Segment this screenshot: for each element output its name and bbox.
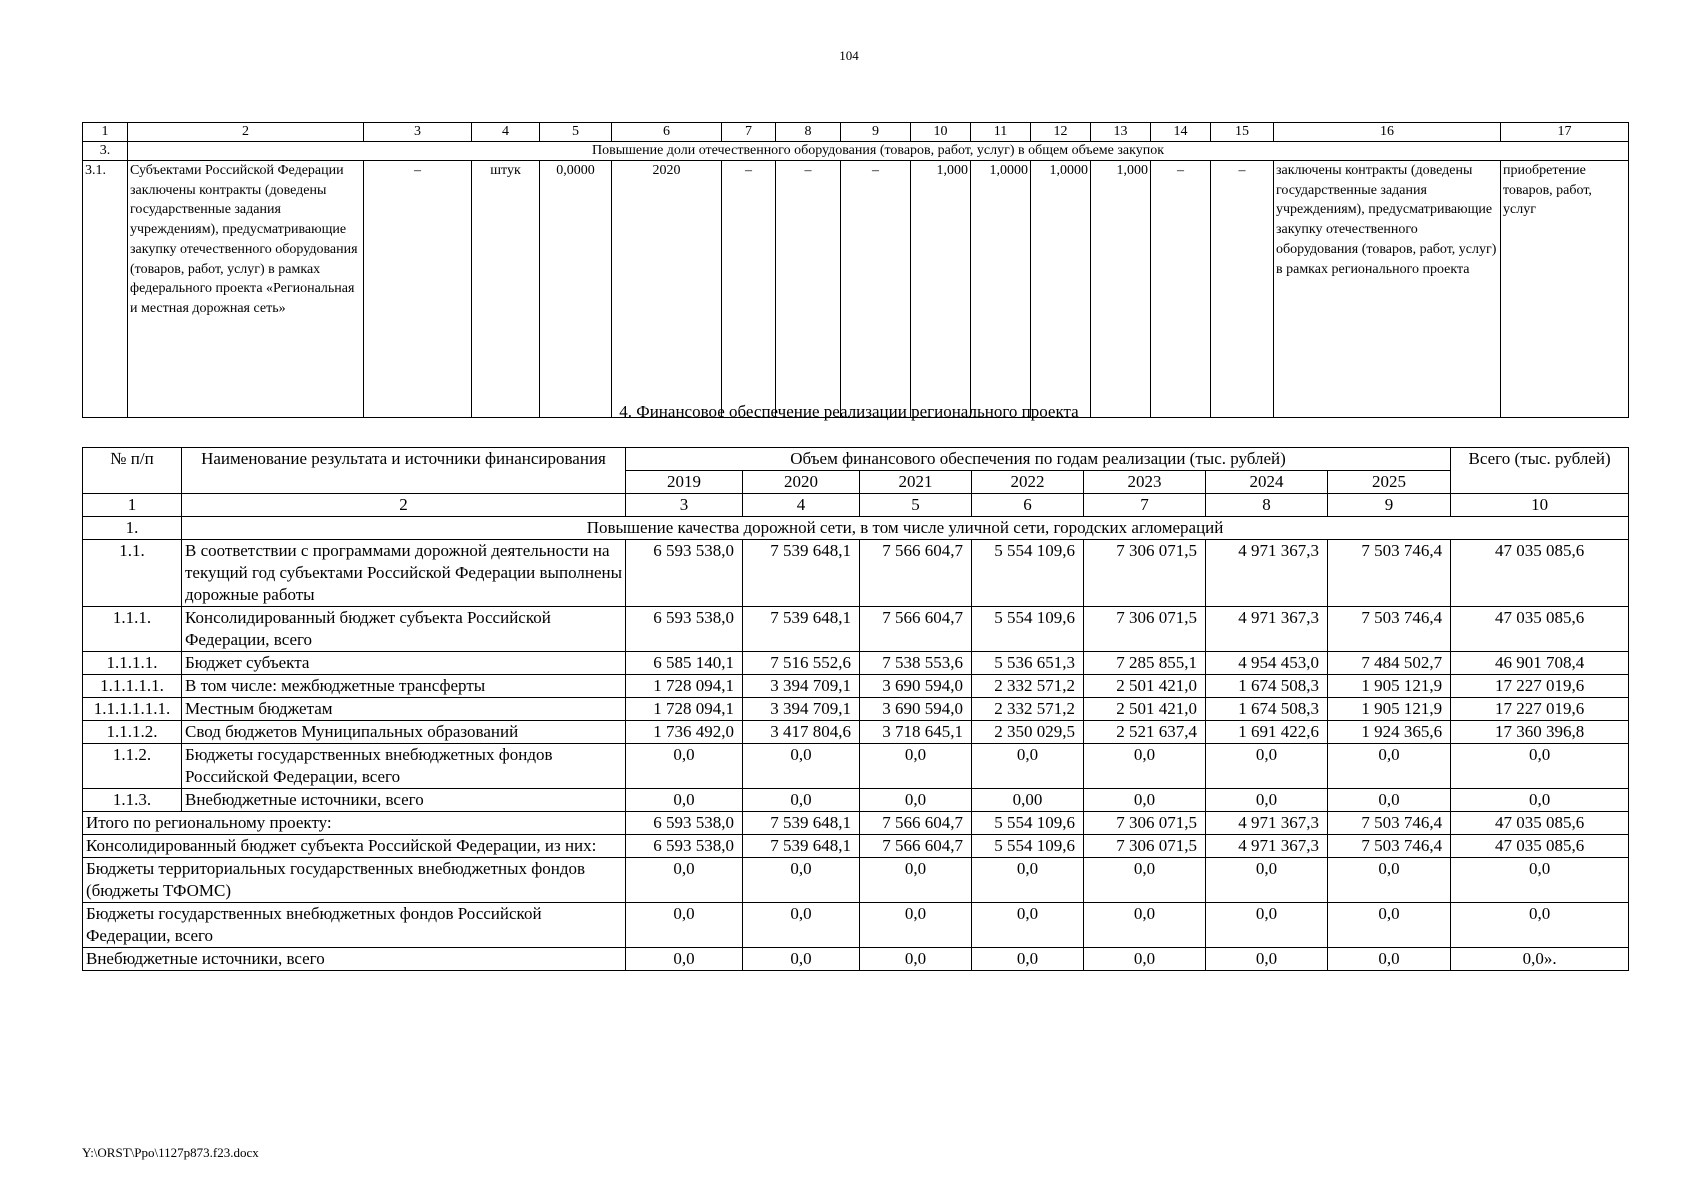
value-cell: 2 501 421,0 bbox=[1084, 675, 1206, 698]
column-number: 1 bbox=[83, 494, 182, 517]
value-cell: 6 593 538,0 bbox=[626, 835, 743, 858]
row-name: Внебюджетные источники, всего bbox=[182, 789, 626, 812]
column-header: 9 bbox=[841, 123, 911, 142]
value-cell: 3 718 645,1 bbox=[860, 721, 972, 744]
total-row-name: Итого по региональному проекту: bbox=[83, 812, 626, 835]
value-cell: 0,0 bbox=[626, 858, 743, 903]
cell: – bbox=[722, 161, 776, 418]
total-row bbox=[83, 812, 1629, 835]
value-cell: 0,0 bbox=[972, 903, 1084, 948]
column-header: 7 bbox=[722, 123, 776, 142]
value-cell: 5 536 651,3 bbox=[972, 652, 1084, 675]
column-header: 15 bbox=[1211, 123, 1274, 142]
total-header: Всего (тыс. рублей) bbox=[1451, 448, 1629, 494]
value-cell: 3 690 594,0 bbox=[860, 698, 972, 721]
table-row bbox=[83, 744, 1629, 789]
year-header: 2025 bbox=[1328, 471, 1451, 494]
total-cell: 47 035 085,6 bbox=[1451, 607, 1629, 652]
value-cell: 1 674 508,3 bbox=[1206, 675, 1328, 698]
value-cell: 1 728 094,1 bbox=[626, 675, 743, 698]
value-cell: 0,0 bbox=[743, 744, 860, 789]
year-header: 2022 bbox=[972, 471, 1084, 494]
base-year-cell: 2020 bbox=[612, 161, 722, 418]
base-value-cell: 0,0000 bbox=[540, 161, 612, 418]
value-cell: 4 971 367,3 bbox=[1206, 540, 1328, 607]
table-row bbox=[83, 698, 1629, 721]
value-cell: 0,0 bbox=[1206, 789, 1328, 812]
characteristic-cell: заключены контракты (доведены государственные задания учреждениям), предусматривающие закупку отечественного оборудования (товаров, работ, услуг) в рамках регионального проекта bbox=[1274, 161, 1501, 418]
row-number: 1.1.1.1. bbox=[83, 652, 182, 675]
column-header: 10 bbox=[911, 123, 971, 142]
total-cell: 17 227 019,6 bbox=[1451, 698, 1629, 721]
indicators-table bbox=[82, 122, 1629, 418]
row-number: 1.1.3. bbox=[83, 789, 182, 812]
value-cell: 7 539 648,1 bbox=[743, 607, 860, 652]
value-cell: 6 593 538,0 bbox=[626, 607, 743, 652]
total-cell: 47 035 085,6 bbox=[1451, 835, 1629, 858]
total-cell: 0,0 bbox=[1451, 789, 1629, 812]
value-cell: 6 593 538,0 bbox=[626, 812, 743, 835]
column-header: 11 bbox=[971, 123, 1031, 142]
row-number: 3.1. bbox=[83, 161, 128, 418]
year-header: 2021 bbox=[860, 471, 972, 494]
value-cell: 0,0 bbox=[626, 744, 743, 789]
value-cell: 0,0 bbox=[972, 744, 1084, 789]
value-cell: 7 306 071,5 bbox=[1084, 835, 1206, 858]
value-cell: 6 593 538,0 bbox=[626, 540, 743, 607]
column-header: 1 bbox=[83, 123, 128, 142]
value-cell: 7 539 648,1 bbox=[743, 835, 860, 858]
column-header: 13 bbox=[1091, 123, 1151, 142]
column-number: 3 bbox=[626, 494, 743, 517]
value-cell: 0,0 bbox=[626, 789, 743, 812]
column-header: 5 bbox=[540, 123, 612, 142]
table-row bbox=[83, 675, 1629, 698]
cell: – bbox=[841, 161, 911, 418]
total-row bbox=[83, 948, 1629, 971]
total-row-name: Бюджеты территориальных государственных внебюджетных фондов (бюджеты ТФОМС) bbox=[83, 858, 626, 903]
value-cell: 1 905 121,9 bbox=[1328, 675, 1451, 698]
total-row-name: Внебюджетные источники, всего bbox=[83, 948, 626, 971]
column-header: 17 bbox=[1501, 123, 1629, 142]
value-cell: 7 503 746,4 bbox=[1328, 607, 1451, 652]
row-number: 1.1.2. bbox=[83, 744, 182, 789]
column-header: 14 bbox=[1151, 123, 1211, 142]
total-cell: 0,0 bbox=[1451, 744, 1629, 789]
total-row bbox=[83, 835, 1629, 858]
value-cell: 0,0 bbox=[1084, 903, 1206, 948]
value-cell: 0,0 bbox=[860, 858, 972, 903]
table-row bbox=[83, 652, 1629, 675]
value-cell: 7 503 746,4 bbox=[1328, 540, 1451, 607]
column-number: 7 bbox=[1084, 494, 1206, 517]
cell: – bbox=[364, 161, 472, 418]
section-number: 3. bbox=[83, 142, 128, 161]
year-header: 2023 bbox=[1084, 471, 1206, 494]
column-header: 6 bbox=[612, 123, 722, 142]
value-cell: 0,0 bbox=[1084, 789, 1206, 812]
column-number: 8 bbox=[1206, 494, 1328, 517]
table-header-row bbox=[83, 448, 1629, 471]
column-number: 2 bbox=[182, 494, 626, 517]
value-cell: 0,0 bbox=[1206, 948, 1328, 971]
total-cell: 17 227 019,6 bbox=[1451, 675, 1629, 698]
total-cell: 47 035 085,6 bbox=[1451, 540, 1629, 607]
column-number: 5 bbox=[860, 494, 972, 517]
value-cell: 3 690 594,0 bbox=[860, 675, 972, 698]
value-cell: 0,0 bbox=[972, 948, 1084, 971]
value-cell: 0,0 bbox=[1084, 948, 1206, 971]
value-cell: 0,0 bbox=[1206, 903, 1328, 948]
value-cell: 5 554 109,6 bbox=[972, 835, 1084, 858]
column-header: 4 bbox=[472, 123, 540, 142]
total-cell: 46 901 708,4 bbox=[1451, 652, 1629, 675]
value-cell: 0,0 bbox=[1328, 789, 1451, 812]
total-cell: 0,0 bbox=[1451, 903, 1629, 948]
table-header-row bbox=[83, 123, 1629, 142]
cell: – bbox=[1211, 161, 1274, 418]
value-cell: 7 566 604,7 bbox=[860, 607, 972, 652]
section-heading: 4. Финансовое обеспечение реализации регионального проекта bbox=[619, 402, 1079, 421]
value-cell: 0,0 bbox=[743, 903, 860, 948]
value-cell: 0,0 bbox=[1084, 858, 1206, 903]
section-row bbox=[83, 517, 1629, 540]
value-cell: 0,0 bbox=[1328, 744, 1451, 789]
value-cell: 7 566 604,7 bbox=[860, 540, 972, 607]
column-number: 6 bbox=[972, 494, 1084, 517]
row-name: Бюджеты государственных внебюджетных фондов Российской Федерации, всего bbox=[182, 744, 626, 789]
total-row-name: Бюджеты государственных внебюджетных фондов Российской Федерации, всего bbox=[83, 903, 626, 948]
value-cell: 0,0 bbox=[1328, 948, 1451, 971]
section-title: Повышение качества дорожной сети, в том числе уличной сети, городских агломераций bbox=[182, 517, 1629, 540]
cell: – bbox=[1151, 161, 1211, 418]
value-cell: 7 566 604,7 bbox=[860, 835, 972, 858]
value-cell: 7 503 746,4 bbox=[1328, 812, 1451, 835]
cell: 1,000 bbox=[911, 161, 971, 418]
value-cell: 1 691 422,6 bbox=[1206, 721, 1328, 744]
table-row bbox=[83, 607, 1629, 652]
value-cell: 0,0 bbox=[860, 744, 972, 789]
total-row-name: Консолидированный бюджет субъекта Российской Федерации, из них: bbox=[83, 835, 626, 858]
value-cell: 0,0 bbox=[743, 789, 860, 812]
value-cell: 2 521 637,4 bbox=[1084, 721, 1206, 744]
column-number: 4 bbox=[743, 494, 860, 517]
value-cell: 4 971 367,3 bbox=[1206, 607, 1328, 652]
value-cell: 1 736 492,0 bbox=[626, 721, 743, 744]
row-name: Консолидированный бюджет субъекта Российской Федерации, всего bbox=[182, 607, 626, 652]
column-number: 9 bbox=[1328, 494, 1451, 517]
value-cell: 1 924 365,6 bbox=[1328, 721, 1451, 744]
value-cell: 4 971 367,3 bbox=[1206, 835, 1328, 858]
table-row bbox=[83, 789, 1629, 812]
value-cell: 7 306 071,5 bbox=[1084, 812, 1206, 835]
value-cell: 7 538 553,6 bbox=[860, 652, 972, 675]
result-name: Субъектами Российской Федерации заключены контракты (доведены государственные задания учреждениям), предусматривающие закупку отечественного оборудования (товаров, работ, услуг) в рамках федерального проекта «Региональная и местная дорожная сеть» bbox=[128, 161, 364, 418]
table-row bbox=[83, 721, 1629, 744]
row-number: 1.1.1.2. bbox=[83, 721, 182, 744]
value-cell: 1 674 508,3 bbox=[1206, 698, 1328, 721]
year-header: 2020 bbox=[743, 471, 860, 494]
column-header: 2 bbox=[128, 123, 364, 142]
value-cell: 7 539 648,1 bbox=[743, 540, 860, 607]
column-header: 12 bbox=[1031, 123, 1091, 142]
column-header: 8 bbox=[776, 123, 841, 142]
row-name: В том числе: межбюджетные трансферты bbox=[182, 675, 626, 698]
column-number-row bbox=[83, 494, 1629, 517]
value-cell: 4 954 453,0 bbox=[1206, 652, 1328, 675]
total-cell: 0,0». bbox=[1451, 948, 1629, 971]
total-row bbox=[83, 858, 1629, 903]
value-cell: 0,0 bbox=[1328, 858, 1451, 903]
unit-cell: штук bbox=[472, 161, 540, 418]
value-cell: 3 394 709,1 bbox=[743, 698, 860, 721]
value-cell: 2 332 571,2 bbox=[972, 675, 1084, 698]
value-cell: 0,0 bbox=[626, 903, 743, 948]
value-cell: 2 350 029,5 bbox=[972, 721, 1084, 744]
cell: 1,000 bbox=[1091, 161, 1151, 418]
section-row bbox=[83, 142, 1629, 161]
value-cell: 7 306 071,5 bbox=[1084, 540, 1206, 607]
column-number: 10 bbox=[1451, 494, 1629, 517]
value-cell: 5 554 109,6 bbox=[972, 607, 1084, 652]
value-cell: 7 306 071,5 bbox=[1084, 607, 1206, 652]
value-cell: 2 332 571,2 bbox=[972, 698, 1084, 721]
value-cell: 1 728 094,1 bbox=[626, 698, 743, 721]
cell: 1,0000 bbox=[971, 161, 1031, 418]
value-cell: 7 566 604,7 bbox=[860, 812, 972, 835]
value-cell: 5 554 109,6 bbox=[972, 540, 1084, 607]
value-cell: 5 554 109,6 bbox=[972, 812, 1084, 835]
table-row bbox=[83, 161, 1629, 418]
column-header: 3 bbox=[364, 123, 472, 142]
row-name: Свод бюджетов Муниципальных образований bbox=[182, 721, 626, 744]
value-cell: 0,0 bbox=[626, 948, 743, 971]
year-header: 2019 bbox=[626, 471, 743, 494]
total-cell: 17 360 396,8 bbox=[1451, 721, 1629, 744]
value-cell: 0,0 bbox=[743, 858, 860, 903]
total-cell: 0,0 bbox=[1451, 858, 1629, 903]
column-header: 16 bbox=[1274, 123, 1501, 142]
total-row bbox=[83, 903, 1629, 948]
value-cell: 0,0 bbox=[860, 789, 972, 812]
name-header: Наименование результата и источники финансирования bbox=[182, 448, 626, 494]
row-name: В соответствии с программами дорожной деятельности на текущий год субъектами Российской Федерации выполнены дорожные работы bbox=[182, 540, 626, 607]
value-cell: 0,0 bbox=[1328, 903, 1451, 948]
row-number: 1.1. bbox=[83, 540, 182, 607]
value-cell: 0,0 bbox=[972, 858, 1084, 903]
value-cell: 7 503 746,4 bbox=[1328, 835, 1451, 858]
value-cell: 0,0 bbox=[860, 903, 972, 948]
value-cell: 2 501 421,0 bbox=[1084, 698, 1206, 721]
value-cell: 4 971 367,3 bbox=[1206, 812, 1328, 835]
file-path-footer: Y:\ORST\Ppo\1127p873.f23.docx bbox=[82, 1145, 259, 1160]
volume-header: Объем финансового обеспечения по годам реализации (тыс. рублей) bbox=[626, 448, 1451, 471]
section-number: 1. bbox=[83, 517, 182, 540]
value-cell: 1 905 121,9 bbox=[1328, 698, 1451, 721]
value-cell: 0,0 bbox=[1084, 744, 1206, 789]
value-cell: 0,0 bbox=[860, 948, 972, 971]
value-cell: 7 539 648,1 bbox=[743, 812, 860, 835]
row-name: Бюджет субъекта bbox=[182, 652, 626, 675]
total-cell: 47 035 085,6 bbox=[1451, 812, 1629, 835]
row-number: 1.1.1.1.1. bbox=[83, 675, 182, 698]
value-cell: 3 417 804,6 bbox=[743, 721, 860, 744]
cell: – bbox=[776, 161, 841, 418]
value-cell: 7 484 502,7 bbox=[1328, 652, 1451, 675]
value-cell: 3 394 709,1 bbox=[743, 675, 860, 698]
page-number: 104 bbox=[839, 48, 859, 63]
table-row bbox=[83, 540, 1629, 607]
row-number: 1.1.1. bbox=[83, 607, 182, 652]
value-cell: 7 285 855,1 bbox=[1084, 652, 1206, 675]
number-header: № п/п bbox=[83, 448, 182, 494]
row-number: 1.1.1.1.1.1. bbox=[83, 698, 182, 721]
section-title: Повышение доли отечественного оборудования (товаров, работ, услуг) в общем объеме закупок bbox=[128, 142, 1629, 161]
type-cell: приобретение товаров, работ, услуг bbox=[1501, 161, 1629, 418]
value-cell: 7 516 552,6 bbox=[743, 652, 860, 675]
value-cell: 6 585 140,1 bbox=[626, 652, 743, 675]
value-cell: 0,0 bbox=[743, 948, 860, 971]
value-cell: 0,0 bbox=[1206, 744, 1328, 789]
value-cell: 0,00 bbox=[972, 789, 1084, 812]
year-header: 2024 bbox=[1206, 471, 1328, 494]
cell: 1,0000 bbox=[1031, 161, 1091, 418]
financing-table bbox=[82, 447, 1629, 971]
row-name: Местным бюджетам bbox=[182, 698, 626, 721]
value-cell: 0,0 bbox=[1206, 858, 1328, 903]
